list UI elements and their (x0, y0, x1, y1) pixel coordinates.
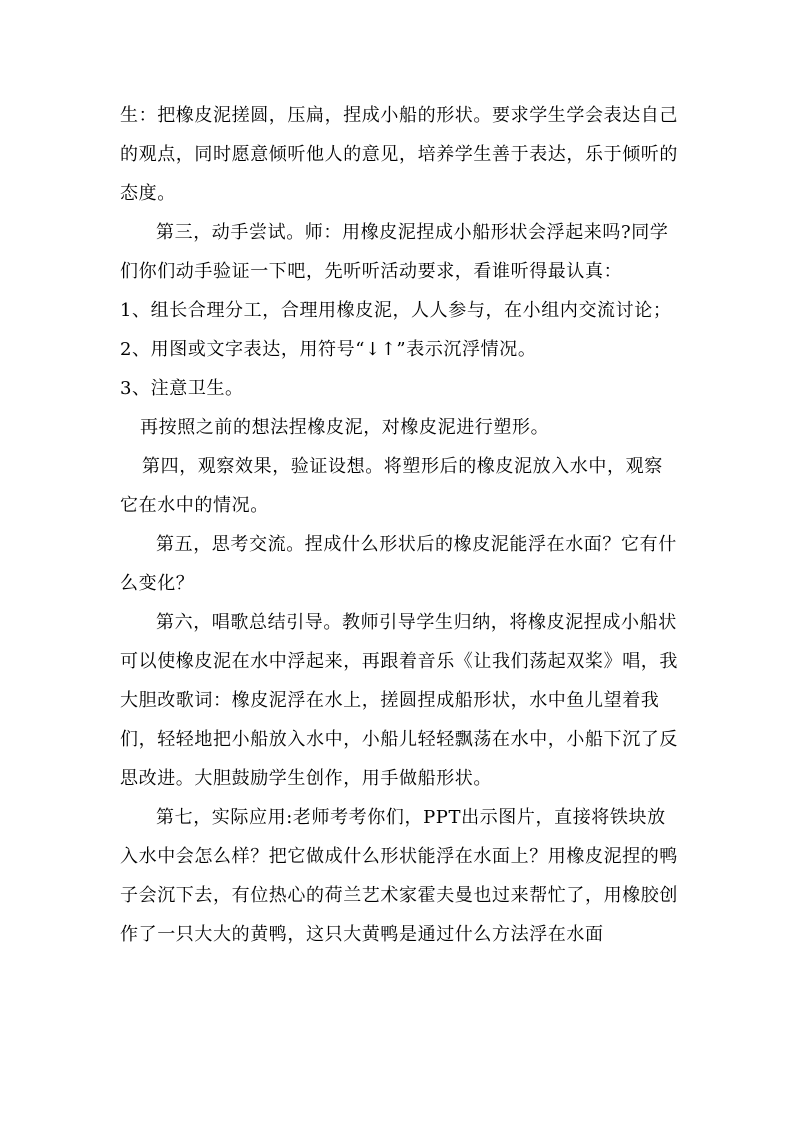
document-body (120, 96, 680, 954)
list-item-3: 3、注意卫生。 (120, 378, 244, 399)
list-item-1: 1、组长合理分工，合理用橡皮泥，人人参与，在小组内交流讨论； (120, 300, 672, 321)
paragraph-step-seven: 第七，实际应用:老师考考你们，PPT出示图片，直接将铁块放入水中会怎么样？把它做成什么形状能浮在水面上？用橡皮泥捏的鸭子会沉下去，有位热心的荷兰艺术家霍夫曼也过来帮忙了，用橡胶创作了一只大大的黄鸭，这只大黄鸭是通过什么方法浮在水面 (120, 807, 678, 945)
list-item-2: 2、用图或文字表达，用符号“↓↑”表示沉浮情况。 (120, 339, 537, 360)
paragraph-step-five: 第五，思考交流。捏成什么形状后的橡皮泥能浮在水面？它有什么变化？ (120, 534, 677, 594)
paragraph-reshape: 再按照之前的想法捏橡皮泥，对橡皮泥进行塑形。 (140, 417, 550, 438)
paragraph-continuation: 生：把橡皮泥搓圆，压扁，捏成小船的形状。要求学生学会表达自己的观点，同时愿意倾听他人的意见，培养学生善于表达，乐于倾听的态度。 (120, 105, 678, 204)
paragraph-step-three: 第三，动手尝试。师：用橡皮泥捏成小船形状会浮起来吗?同学们你们动手验证一下吧，先听听活动要求，看谁听得最认真： (120, 222, 669, 282)
paragraph-step-six: 第六，唱歌总结引导。教师引导学生归纳，将橡皮泥捏成小船状可以使橡皮泥在水中浮起来，再跟着音乐《让我们荡起双桨》唱，我大胆改歌词：橡皮泥浮在水上，搓圆捏成船形状，水中鱼儿望着我们，轻轻地把小船放入水中，小船儿轻轻飘荡在水中，小船下沉了反思改进。大胆鼓励学生创作，用手做船形状。 (120, 612, 678, 789)
paragraph-step-four: 第四，观察效果，验证设想。将塑形后的橡皮泥放入水中，观察它在水中的情况。 (120, 456, 663, 516)
